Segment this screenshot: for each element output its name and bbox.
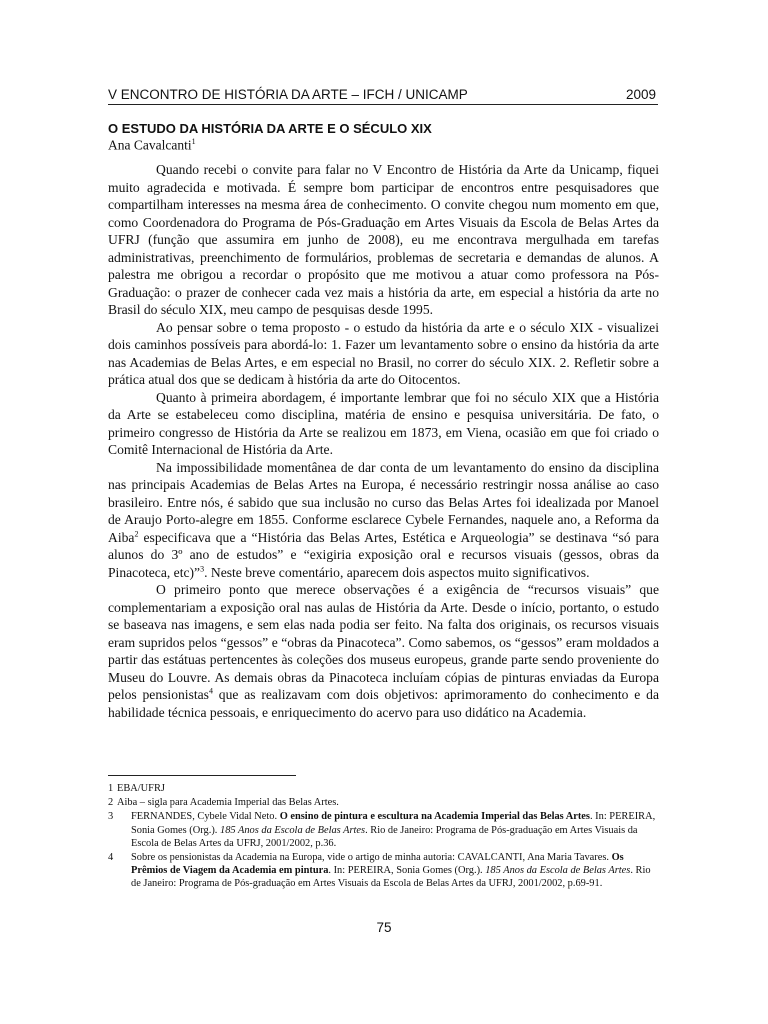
header-conference: V ENCONTRO DE HISTÓRIA DA ARTE – IFCH / UNICAMP: [108, 87, 468, 102]
footnote-text: FERNANDES, Cybele Vidal Neto. O ensino de pintura e escultura na Academia Imperial das Belas Artes. In: PEREIRA, Sonia Gomes (Org.). 185 Anos da Escola de Belas Artes. Rio de Janeiro: Programa de Pós-graduação em Artes Visuais da Escola de Belas Artes da UFRJ, 2001/2002, p.36.: [131, 811, 656, 849]
author-name: Ana Cavalcanti: [108, 137, 192, 153]
body-paragraph: Quando recebi o convite para falar no V Encontro de História da Arte da Unicamp, fiquei muito agradecida e motivada. É sempre bom participar de encontros entre pesquisadores que compartilham interesses na mesma área de conhecimento. O convite chegou num momento em que, como Coordenadora do Programa de Pós-Graduação em Artes Visuais da Escola de Belas Artes da UFRJ (função que assumira em junho de 2008), eu me encontrava mergulhada em tarefas administrativas, preenchimento de formulários, problemas de secretaria e demandas de alunos. A palestra me obrigou a recordar o propósito que me motivou a atuar como professora na Pós-Graduação: o prazer de conhecer cada vez mais a história da arte, em especial a história da arte no Brasil do século XIX, meu campo de pesquisas desde 1995.: [108, 162, 659, 317]
footnote-number: 2: [108, 797, 114, 809]
footnote-divider: [108, 775, 296, 776]
article-body: [108, 161, 659, 721]
footnotes: [108, 782, 659, 892]
footnote-number: 4: [108, 852, 114, 864]
footnote-number: 1: [108, 783, 114, 794]
page-number: 75: [376, 920, 392, 935]
author-footnote-mark: 1: [191, 137, 196, 146]
footnote-text: Sobre os pensionistas da Academia na Europa, vide o artigo de minha autoria: CAVALCANTI, Ana Maria Tavares. Os Prêmios de Viagem da Academia em pintura. In: PEREIRA, Sonia Gomes (Org.). 185 Anos da Escola de Belas Artes. Rio de Janeiro: Programa de Pós-graduação em Artes Visuais da Escola de Belas Artes da UFRJ, 2001/2002, p.69-91.: [131, 852, 651, 890]
body-paragraph: Ao pensar sobre o tema proposto - o estudo da história da arte e o século XIX - visualizei dois caminhos possíveis para abordá-lo: 1. Fazer um levantamento sobre o ensino da história da arte nas Academias de Belas Artes, e em especial no Brasil, no correr do século XIX. 2. Refletir sobre a prática atual dos que se dedicam à história da arte do Oitocentos.: [108, 319, 659, 387]
footnote-text: Aiba – sigla para Academia Imperial das Belas Artes.: [117, 797, 339, 809]
footnote-reference[interactable]: 2: [134, 528, 139, 538]
footnote-reference[interactable]: 3: [200, 563, 205, 573]
footnote-item: [108, 810, 659, 850]
footnote-item: [108, 851, 659, 891]
body-paragraph: Na impossibilidade momentânea de dar conta de um levantamento do ensino da disciplina nas principais Academias de Belas Artes na Europa, é necessário restringir nossa análise ao caso brasileiro. Entre nós, é sabido que sua inclusão no curso das Belas Artes foi idealizada por Manoel de Araujo Porto-alegre em 1855. Conforme esclarece Cybele Fernandes, naquele ano, a Reforma da Aiba$^2$ especificava que a “História das Belas Artes, Estética e Arqueologia” se destinava “só para alunos do 3º ano de estudos” e “exigiria exposição oral e recursos visuais (gessos, obras da Pinacoteca, etc)”$^3$. Neste breve comentário, aparecem dois aspectos muito significativos.: [108, 459, 659, 580]
article-title: O ESTUDO DA HISTÓRIA DA ARTE E O SÉCULO XIX: [108, 121, 432, 136]
header-year: 2009: [625, 87, 656, 102]
body-paragraph: O primeiro ponto que merece observações é a exigência de “recursos visuais” que complementariam a exposição oral nas aulas de História da Arte. Desde o início, portanto, o estudo se baseava nas imagens, e sem elas nada podia ser feito. Na falta dos originais, os recursos visuais eram supridos pelos “gessos” e “obras da Pinacoteca”. Como sabemos, os “gessos” eram moldados a partir das estátuas pertencentes às coleções dos museus europeus, grande parte sendo proveniente do Museu do Louvre. As demais obras da Pinacoteca incluíam cópias de pinturas enviadas da Europa pelos pensionistas$^4$ que as realizavam com dois objetivos: aprimoramento do conhecimento e da habilidade técnica pessoais, e enriquecimento do acervo para uso didático na Academia.: [108, 582, 659, 720]
author-line: [108, 137, 196, 154]
footnote-reference[interactable]: 4: [208, 686, 213, 696]
footnote-number: 3: [108, 811, 114, 823]
footnote-item: [108, 782, 659, 795]
running-header: [108, 86, 658, 105]
body-paragraph: Quanto à primeira abordagem, é importante lembrar que foi no século XIX que a História da Arte se estabeleceu como disciplina, matéria de ensino e pesquisa universitária. De fato, o primeiro congresso de História da Arte se realizou em 1873, em Viena, ocasião em que foi criado o Comitê Internacional de História da Arte.: [108, 389, 659, 457]
footnote-text: EBA/UFRJ: [117, 783, 165, 794]
footnote-item: [108, 796, 659, 809]
